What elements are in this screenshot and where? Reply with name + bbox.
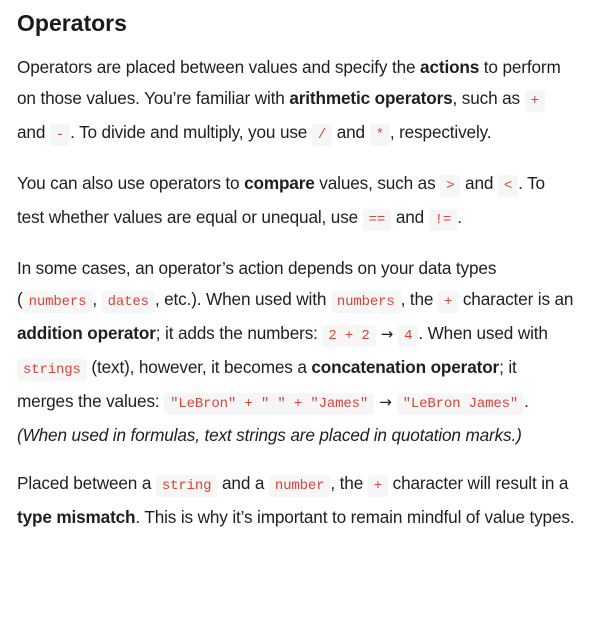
right-arrow-icon: → — [379, 393, 392, 411]
code-sum-result: 4 — [398, 325, 418, 347]
bold-term-concatenation-operator: concatenation operator — [311, 357, 500, 377]
paragraph-type-mismatch — [17, 468, 576, 533]
text: . This is why it’s important to remain mindful of value types. — [135, 507, 575, 527]
bold-term-type-mismatch: type mismatch — [17, 507, 136, 527]
text: , such as — [452, 88, 525, 108]
text: , — [92, 289, 102, 309]
text: . — [457, 207, 462, 227]
text: , etc.). When used with — [154, 289, 331, 309]
text: Placed between a — [17, 473, 156, 493]
text: ; it adds the numbers: — [155, 323, 323, 343]
paragraph-operators-intro — [17, 52, 576, 151]
text: values, such as — [314, 173, 441, 193]
code-divide: / — [312, 124, 332, 146]
text: . To divide and multiply, you use — [70, 122, 312, 142]
code-minus: - — [50, 124, 70, 146]
text: You can also use operators to — [17, 173, 245, 193]
code-strings: strings — [17, 359, 87, 381]
code-number: number — [269, 475, 331, 497]
text: ; it merges the values: — [17, 357, 517, 411]
text: and — [391, 207, 429, 227]
text: , the — [330, 473, 368, 493]
bold-term-actions: actions — [420, 57, 480, 77]
text: to perform on those values. You’re familiar with — [17, 57, 561, 108]
code-sum-expression: 2 + 2 — [322, 325, 375, 347]
code-dates: dates — [102, 291, 155, 313]
bold-term-compare: compare — [244, 173, 315, 193]
code-less-than: < — [498, 175, 518, 197]
code-plus: + — [368, 475, 388, 497]
text: and a — [217, 473, 269, 493]
code-multiply: * — [370, 124, 390, 146]
right-arrow-icon: → — [380, 325, 394, 343]
code-concat-expression: "LeBron" + " " + "James" — [164, 393, 374, 415]
text: (text), however, it becomes a — [86, 357, 312, 377]
code-numbers: numbers — [331, 291, 401, 313]
code-plus: + — [438, 291, 458, 313]
text: and — [17, 122, 50, 142]
text: and — [460, 173, 498, 193]
text: , respectively. — [389, 122, 492, 142]
italic-note: (When used in formulas, text strings are placed in quotation marks.) — [17, 425, 522, 445]
code-concat-result: "LeBron James" — [397, 393, 525, 415]
text: . When used with — [418, 323, 548, 343]
bold-term-addition-operator: addition operator — [17, 323, 156, 343]
paragraph-data-types — [17, 253, 576, 451]
text: In some cases, an operator’s action depends on your data types ( — [17, 258, 497, 309]
code-not-equal: != — [429, 209, 458, 231]
code-equal: == — [363, 209, 392, 231]
code-string: string — [156, 475, 218, 497]
text: . — [524, 391, 529, 411]
bold-term-arithmetic-operators: arithmetic operators — [289, 88, 453, 108]
code-plus: + — [525, 90, 545, 112]
text: Operators are placed between values and specify the — [17, 57, 421, 77]
text: . To test whether values are equal or unequal, use — [17, 173, 545, 227]
page-title: Operators — [17, 10, 127, 36]
text: and — [332, 122, 370, 142]
code-greater-than: > — [440, 175, 460, 197]
paragraph-comparison — [17, 168, 576, 236]
code-numbers: numbers — [23, 291, 93, 313]
text: character is an — [458, 289, 574, 309]
text: character will result in a — [388, 473, 569, 493]
text: , the — [400, 289, 438, 309]
